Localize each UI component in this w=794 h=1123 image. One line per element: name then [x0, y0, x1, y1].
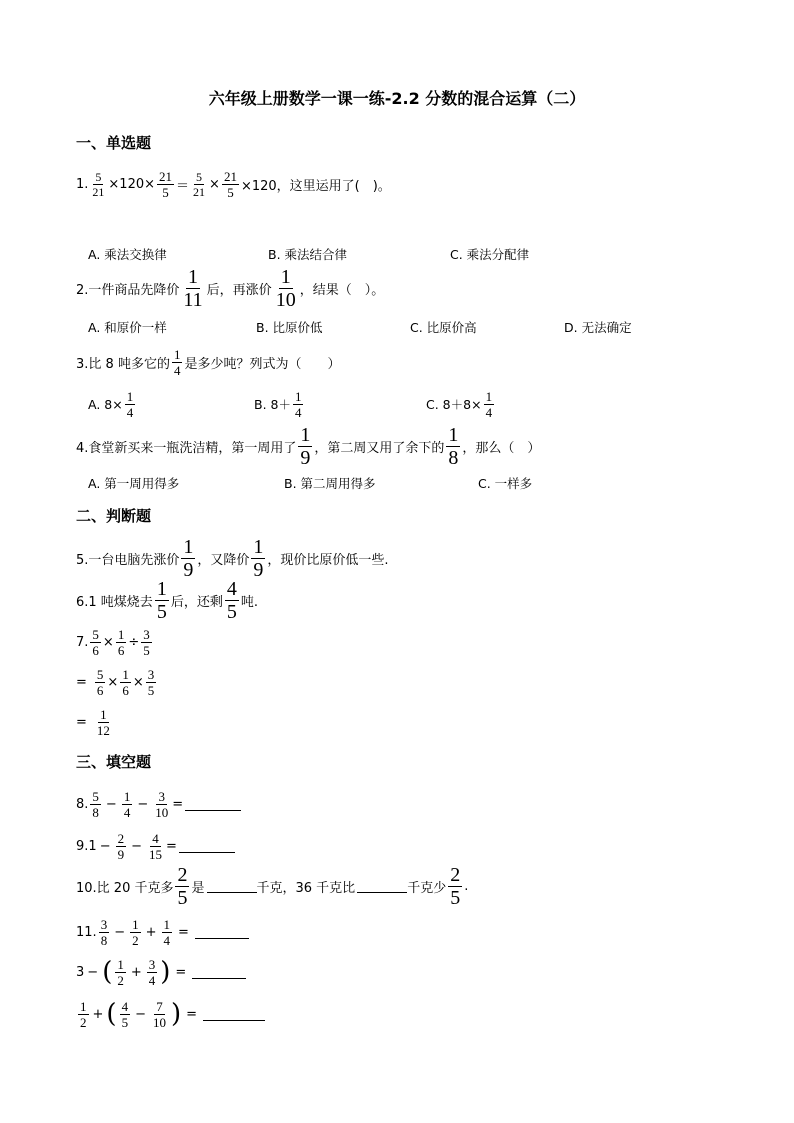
operator: ÷	[128, 634, 140, 650]
fraction: 1 8	[448, 423, 459, 469]
q10-text: 千克，36 千克比	[256, 880, 356, 896]
q2-option-c[interactable]: C. 比原价高	[410, 320, 477, 335]
q1-text: ×	[209, 176, 220, 192]
q3-option-a-label: A. 8×	[88, 396, 123, 412]
fraction: 4 5	[226, 577, 237, 623]
q3-text: 3.比 8 吨多它的	[76, 356, 170, 372]
q2-option-a[interactable]: A. 和原价一样	[88, 320, 167, 335]
fraction: 1 9	[253, 535, 264, 581]
section-heading-true-false: 二、判断题	[76, 507, 152, 525]
fraction: 1 10	[275, 265, 296, 311]
q11-number: 11.	[76, 924, 97, 940]
q1-option-c[interactable]: C. 乘法分配律	[450, 247, 530, 262]
question-10	[76, 863, 469, 909]
fraction: $\frac{5}{6}$	[92, 626, 99, 658]
q4-option-b[interactable]: B. 第二周用得多	[284, 476, 376, 491]
q4-option-a[interactable]: A. 第一周用得多	[88, 476, 180, 491]
q4-text: ，那么（ ）	[462, 440, 541, 456]
q4-option-c[interactable]: C. 一样多	[478, 476, 533, 491]
question-5	[76, 535, 389, 581]
equals-sign: =	[76, 714, 87, 730]
q3-text: 是多少吨？列式为（ ）	[184, 356, 341, 372]
fraction: $\frac{1}{2}$	[132, 916, 139, 948]
q2-option-b[interactable]: B. 比原价低	[256, 320, 323, 335]
fraction: 4 5	[121, 998, 129, 1030]
q1-equals: ＝	[176, 178, 190, 194]
q1-option-b[interactable]: B. 乘法结合律	[268, 247, 348, 262]
page-title: 六年级上册数学一课一练-2.2 分数的混合运算（二）	[208, 89, 586, 108]
section-heading-fill-blank: 三、填空题	[76, 753, 152, 771]
question-11-line-1	[76, 912, 249, 952]
q5-text: ，现价比原价低一些.	[267, 552, 389, 568]
q9-number: 9.1	[76, 838, 97, 854]
q3-option-b[interactable]	[254, 384, 305, 424]
operator: +	[92, 1006, 104, 1022]
question-9	[76, 826, 235, 866]
q7-number: 7.	[76, 634, 89, 650]
fraction: 1 11	[183, 265, 203, 311]
fraction: $\frac{1}{4}$	[123, 788, 131, 820]
fraction: $\frac{3}{10}$	[155, 788, 169, 820]
q11-answer-blank-2[interactable]	[192, 966, 246, 979]
q3-option-a[interactable]	[88, 384, 137, 424]
q5-text: 5.一台电脑先涨价	[76, 552, 180, 568]
q1-option-a[interactable]: A. 乘法交换律	[88, 247, 167, 262]
question-7-line-1	[76, 622, 154, 662]
operator: −	[87, 964, 99, 980]
fraction: 2 5	[177, 863, 188, 909]
question-3	[76, 342, 340, 382]
q8-answer-blank[interactable]	[185, 798, 241, 811]
q1-number: 1.	[76, 176, 89, 192]
fraction: $\frac{21}{5}$	[223, 168, 237, 200]
q4-text: 4.食堂新买来一瓶洗洁精，第一周用了	[76, 440, 297, 456]
operator: −	[105, 796, 117, 812]
operator: −	[99, 838, 111, 854]
fraction: $\frac{5}{21}$	[92, 169, 105, 199]
q1-text: ×120，这里运用了( )。	[240, 178, 391, 194]
question-2	[76, 265, 385, 311]
fraction: $\frac{1}{12}$	[96, 706, 110, 738]
fraction: 1 5	[156, 577, 167, 623]
question-7-line-3	[76, 702, 114, 742]
q4-text: ，第二周又用了余下的	[314, 440, 445, 456]
equals-sign: =	[175, 964, 187, 980]
fraction: $\frac{4}{15}$	[149, 830, 162, 862]
fraction: 1 9	[300, 423, 311, 469]
fraction: $\frac{1}{4}$	[163, 916, 170, 948]
fraction: $\frac{3}{5}$	[147, 666, 155, 698]
q2-option-d[interactable]: D. 无法确定	[564, 320, 632, 335]
operator: ×	[102, 634, 114, 650]
right-parenthesis: )	[160, 957, 171, 987]
q10-text: 千克少	[407, 880, 447, 896]
question-8	[76, 784, 241, 824]
operator: −	[135, 1006, 146, 1022]
q11-answer-blank-3[interactable]	[203, 1008, 265, 1021]
fraction: 1 2	[80, 998, 87, 1030]
question-6	[76, 577, 258, 623]
fraction: 1 2	[117, 956, 124, 988]
q9-answer-blank[interactable]	[179, 840, 235, 853]
fraction: 1 4	[173, 346, 181, 378]
left-parenthesis: (	[106, 999, 117, 1029]
operator: ×	[132, 674, 144, 690]
right-parenthesis: )	[170, 999, 182, 1029]
question-7-line-2	[76, 662, 158, 702]
q6-text: 后，还剩	[170, 594, 223, 610]
fraction: $\frac{21}{5}$	[159, 168, 173, 200]
question-4	[76, 423, 541, 469]
fraction: $\frac{1}{4}$	[126, 388, 134, 420]
equals-sign: =	[166, 838, 177, 854]
fraction: $\frac{1}{6}$	[117, 626, 125, 658]
fraction: $\frac{5}{6}$	[96, 666, 104, 698]
q3-option-c-label: C. 8＋8×	[426, 397, 482, 412]
operator: −	[114, 924, 126, 940]
left-parenthesis: (	[102, 957, 113, 987]
operator: −	[131, 838, 142, 854]
q3-option-b-label: B. 8＋	[254, 397, 291, 412]
question-11-line-3	[76, 994, 265, 1034]
fraction: 2 5	[450, 863, 461, 909]
q2-text: 2.一件商品先降价	[76, 282, 180, 298]
equals-sign: =	[186, 1006, 198, 1022]
q6-text: 6.1 吨煤烧去	[76, 594, 153, 610]
fraction: $\frac{3}{4}$	[148, 956, 156, 988]
q3-option-c[interactable]	[426, 384, 496, 424]
q10-text: .	[464, 878, 469, 894]
q11-answer-blank-1[interactable]	[195, 926, 249, 939]
q10-answer-blank-1[interactable]	[207, 880, 257, 893]
operator: +	[145, 924, 157, 940]
q10-text: 是	[191, 880, 205, 896]
operator: −	[137, 796, 149, 812]
fraction: $\frac{3}{5}$	[143, 626, 150, 658]
equals-sign: =	[76, 674, 87, 690]
fraction: 5 8	[92, 788, 99, 820]
fraction: $\frac{7}{10}$	[152, 998, 166, 1030]
section-heading-single-choice: 一、单选题	[76, 134, 152, 152]
fraction: $\frac{1}{6}$	[122, 666, 129, 698]
equals-sign: =	[172, 796, 184, 812]
number: 3	[76, 964, 85, 980]
operator: ×	[107, 674, 119, 690]
q10-text: 10.比 20 千克多	[76, 880, 174, 896]
question-11-line-2	[76, 952, 246, 992]
q2-text: 后，再涨价	[206, 282, 272, 298]
equals-sign: =	[178, 924, 189, 940]
fraction: $\frac{5}{21}$	[193, 169, 206, 199]
question-1	[76, 164, 391, 204]
q6-text: 吨.	[240, 594, 258, 610]
fraction: 1 9	[183, 535, 194, 581]
fraction: $\frac{1}{4}$	[485, 388, 493, 420]
fraction: 1 4	[294, 388, 302, 420]
q8-number: 8.	[76, 796, 89, 812]
fraction: $\frac{2}{9}$	[117, 830, 125, 862]
q2-text: ，结果（ ）。	[299, 282, 385, 298]
fraction: 3 8	[100, 916, 108, 948]
operator: +	[130, 964, 142, 980]
q1-text: ×120×	[108, 176, 156, 192]
q5-text: ，又降价	[197, 552, 250, 568]
q10-answer-blank-2[interactable]	[357, 880, 407, 893]
